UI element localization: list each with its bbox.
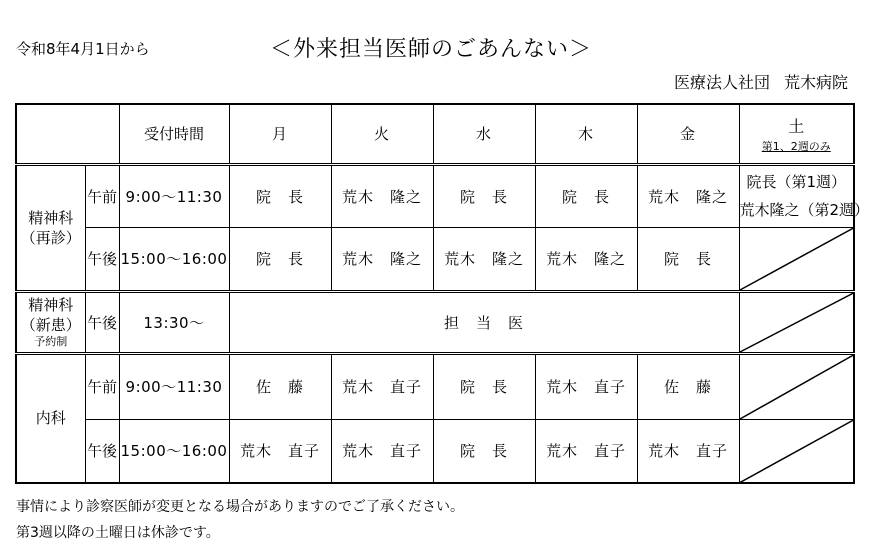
dept-internal bbox=[16, 353, 85, 483]
doctor-cell: 院 長 bbox=[535, 164, 637, 227]
doctor-cell: 荒木 直子 bbox=[535, 419, 637, 483]
doctor-cell: 佐 藤 bbox=[637, 353, 739, 419]
period-pm: 午後 bbox=[85, 227, 119, 291]
doctor-cell: 荒木 隆之 bbox=[331, 227, 433, 291]
doctor-cell-sat bbox=[739, 164, 870, 227]
org-type: 医療法人社団 bbox=[673, 73, 770, 92]
dept-psych-revisit bbox=[16, 164, 85, 291]
dept-sub-label: （再診） bbox=[20, 228, 81, 247]
header-empty-cell bbox=[16, 104, 119, 164]
dept-psych-new bbox=[16, 291, 85, 353]
reception-time: 15:00～16:00 bbox=[119, 419, 229, 483]
sat-day-label: 土 bbox=[788, 116, 805, 136]
period-pm: 午後 bbox=[85, 291, 119, 353]
dept-note: 予約制 bbox=[34, 335, 68, 348]
dept-label: 内科 bbox=[35, 409, 66, 428]
doctor-cell: 荒木 隆之 bbox=[331, 164, 433, 227]
period-pm: 午後 bbox=[85, 419, 119, 483]
closed-cell bbox=[739, 291, 854, 353]
reception-header: 受付時間 bbox=[119, 104, 229, 164]
doctor-cell: 荒木 直子 bbox=[535, 353, 637, 419]
psych-revisit-am-row bbox=[16, 164, 854, 227]
closed-cell bbox=[739, 227, 854, 291]
doctor-cell: 院 長 bbox=[229, 164, 331, 227]
dept-label: 精神科 bbox=[28, 208, 74, 227]
dept-sub-label: （新患） bbox=[20, 316, 81, 334]
closed-slash bbox=[740, 228, 854, 290]
closed-slash bbox=[740, 355, 854, 419]
org-name: 荒木病院 bbox=[783, 73, 848, 92]
doctor-cell: 荒木 直子 bbox=[229, 419, 331, 483]
organization bbox=[674, 70, 848, 93]
closed-slash bbox=[740, 420, 854, 483]
doctor-cell-merged: 担 当 医 bbox=[229, 291, 739, 353]
doctor-cell: 荒木 隆之 bbox=[433, 227, 535, 291]
day-header-tue: 火 bbox=[331, 104, 433, 164]
effective-date: 令和8年4月1日から bbox=[16, 40, 150, 58]
day-header-thu: 木 bbox=[535, 104, 637, 164]
doctor-cell: 院 長 bbox=[433, 164, 535, 227]
reception-time: 15:00～16:00 bbox=[119, 227, 229, 291]
sat-note: 第1、2週のみ bbox=[761, 139, 831, 153]
footnotes bbox=[16, 494, 464, 546]
internal-am-row bbox=[16, 353, 854, 419]
psych-new-row bbox=[16, 291, 854, 353]
closed-cell bbox=[739, 419, 854, 483]
period-am: 午前 bbox=[85, 164, 119, 227]
doctor-cell: 荒木 直子 bbox=[637, 419, 739, 483]
doctor-cell: 荒木 隆之 bbox=[637, 164, 739, 227]
footnote-change-notice: 事情により診察医師が変更となる場合がありますのでご了承ください。 bbox=[16, 499, 464, 515]
psych-revisit-pm-row bbox=[16, 227, 854, 291]
day-header-mon: 月 bbox=[229, 104, 331, 164]
reception-time: 9:00～11:30 bbox=[119, 164, 229, 227]
doctor-cell: 院 長 bbox=[637, 227, 739, 291]
day-header-fri: 金 bbox=[637, 104, 739, 164]
header-row bbox=[16, 104, 854, 164]
schedule-table bbox=[15, 103, 870, 484]
footnote-saturday-closed: 第3週以降の土曜日は休診です。 bbox=[16, 525, 220, 541]
reception-time: 9:00～11:30 bbox=[119, 353, 229, 419]
day-header-wed: 水 bbox=[433, 104, 535, 164]
page-title: ＜外来担当医師のごあんない＞ bbox=[270, 37, 593, 62]
period-am: 午前 bbox=[85, 353, 119, 419]
doctor-cell: 院 長 bbox=[433, 419, 535, 483]
doctor-cell: 佐 藤 bbox=[229, 353, 331, 419]
doctor-cell: 荒木 隆之 bbox=[535, 227, 637, 291]
closed-cell bbox=[739, 353, 854, 419]
sat-doctor-week1: 院長（第1週） bbox=[746, 173, 847, 191]
sat-doctor-week2: 荒木隆之（第2週） bbox=[739, 201, 870, 219]
doctor-cell: 院 長 bbox=[229, 227, 331, 291]
day-header-sat bbox=[739, 104, 854, 164]
doctor-cell: 荒木 直子 bbox=[331, 419, 433, 483]
doctor-cell: 院 長 bbox=[433, 353, 535, 419]
internal-pm-row bbox=[16, 419, 854, 483]
doctor-cell: 荒木 直子 bbox=[331, 353, 433, 419]
closed-slash bbox=[740, 293, 854, 352]
dept-label: 精神科 bbox=[28, 296, 74, 314]
reception-time: 13:30～ bbox=[119, 291, 229, 353]
